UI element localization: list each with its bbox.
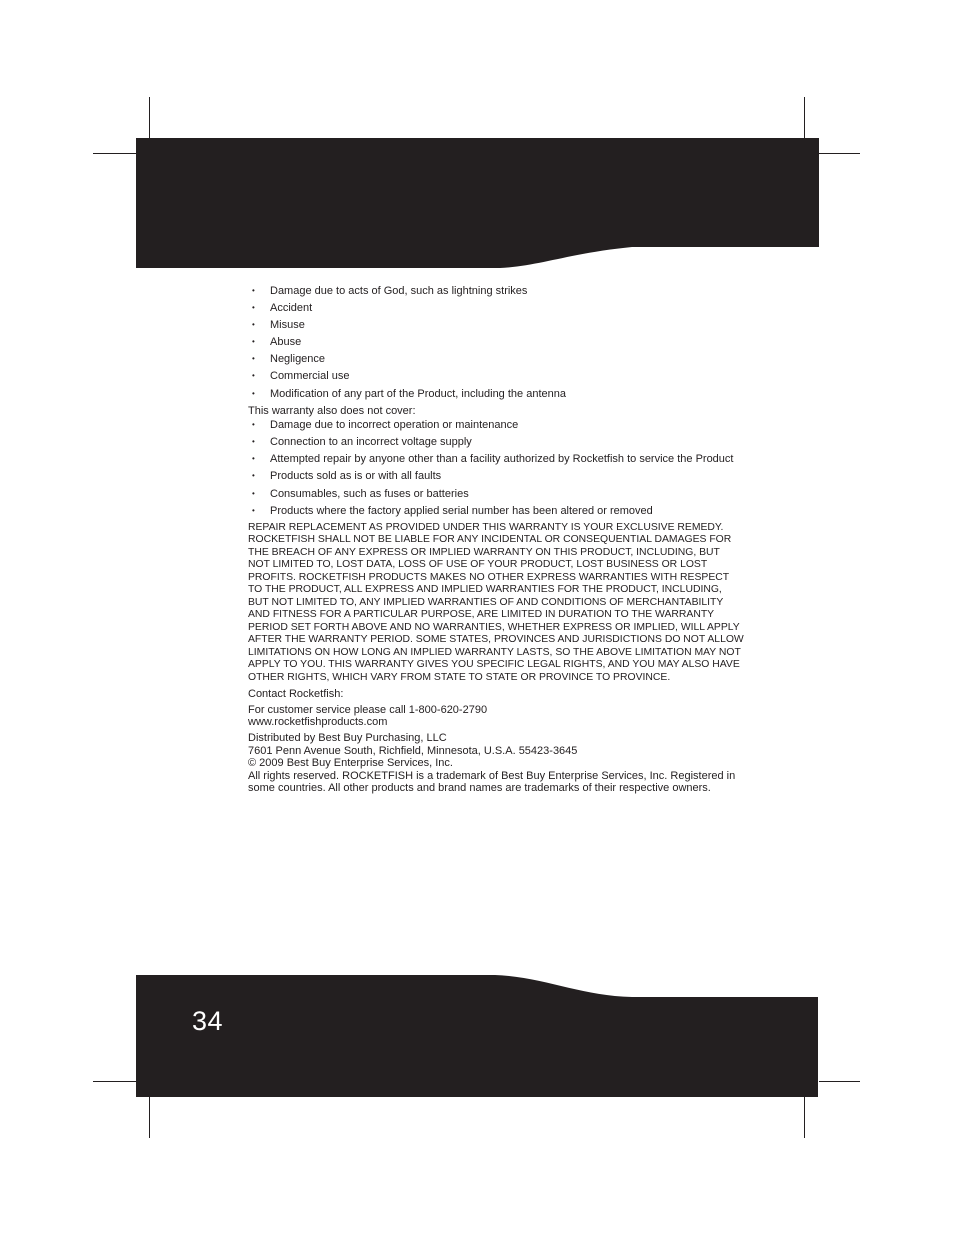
list-item: • Attempted repair by anyone other than a facility authorized by Rocketfish to service the Product	[248, 453, 744, 466]
list-item: • Connection to an incorrect voltage supply	[248, 436, 744, 449]
header-band	[0, 0, 954, 280]
copyright-notice: © 2009 Best Buy Enterprise Services, Inc.	[248, 757, 453, 770]
footer-band-shape	[136, 975, 818, 1097]
warranty-content	[248, 285, 744, 798]
distributor-address: 7601 Penn Avenue South, Richfield, Minnesota, U.S.A. 55423-3645	[248, 744, 578, 757]
distributor-block	[248, 732, 744, 795]
exclusions-list	[248, 285, 744, 400]
list-item: • Modification of any part of the Product, including the antenna	[248, 388, 744, 401]
list-item: • Abuse	[248, 336, 744, 349]
list-item: • Damage due to incorrect operation or maintenance	[248, 419, 744, 432]
header-band-shape	[136, 138, 819, 268]
footer-band	[0, 960, 954, 1110]
customer-service-phone: For customer service please call 1-800-620-2790	[248, 703, 488, 716]
contact-heading: Contact Rocketfish:	[248, 687, 344, 700]
website-link[interactable]: www.rocketfishproducts.com	[248, 716, 388, 729]
also-not-cover-intro: This warranty also does not cover:	[248, 404, 416, 417]
list-item: • Products sold as is or with all faults	[248, 470, 744, 483]
trademark-notice: All rights reserved. ROCKETFISH is a trademark of Best Buy Enterprise Services, Inc. Registered in some countries. All other products and brand names are trademarks of their respective owners.	[248, 769, 736, 795]
contact-block	[248, 704, 744, 729]
page-number: 34	[192, 1006, 224, 1036]
list-item: • Misuse	[248, 319, 744, 332]
list-item: • Accident	[248, 302, 744, 315]
list-item: • Negligence	[248, 353, 744, 366]
distributor-name: Distributed by Best Buy Purchasing, LLC	[248, 732, 447, 745]
list-item: • Damage due to acts of God, such as lightning strikes	[248, 285, 744, 298]
warranty-disclaimer: REPAIR REPLACEMENT AS PROVIDED UNDER THIS WARRANTY IS YOUR EXCLUSIVE REMEDY. ROCKETFISH SHALL NOT BE LIABLE FOR ANY INCIDENTAL OR CONSEQUENTIAL DAMAGES FOR THE BREACH OF ANY EXPRESS OR IMPLIED WARRANTY ON THIS PRODUCT, INCLUDING, BUT NOT LIMITED TO, LOST DATA, LOSS OF USE OF YOUR PRODUCT, LOST BUSINESS OR LOST PROFITS. ROCKETFISH PRODUCTS MAKES NO OTHER EXPRESS WARRANTIES WITH RESPECT TO THE PRODUCT, ALL EXPRESS AND IMPLIED WARRANTIES FOR THE PRODUCT, INCLUDING, BUT NOT LIMITED TO, ANY IMPLIED WARRANTIES OF AND CONDITIONS OF MERCHANTABILITY AND FITNESS FOR A PARTICULAR PURPOSE, ARE LIMITED IN DURATION TO THE WARRANTY PERIOD SET FORTH ABOVE AND NO WARRANTIES, WHETHER EXPRESS OR IMPLIED, WILL APPLY AFTER THE WARRANTY PERIOD. SOME STATES, PROVINCES AND JURISDICTIONS DO NOT ALLOW LIMITATIONS ON HOW LONG AN IMPLIED WARRANTY LASTS, SO THE ABOVE LIMITATION MAY NOT APPLY TO YOU. THIS WARRANTY GIVES YOU SPECIFIC LEGAL RIGHTS, AND YOU MAY ALSO HAVE OTHER RIGHTS, WHICH VARY FROM STATE TO STATE OR PROVINCE TO PROVINCE.	[248, 521, 744, 683]
list-item: • Consumables, such as fuses or batteries	[248, 488, 744, 501]
list-item: • Products where the factory applied serial number has been altered or removed	[248, 505, 744, 518]
list-item: • Commercial use	[248, 370, 744, 383]
also-not-cover-list	[248, 419, 744, 517]
